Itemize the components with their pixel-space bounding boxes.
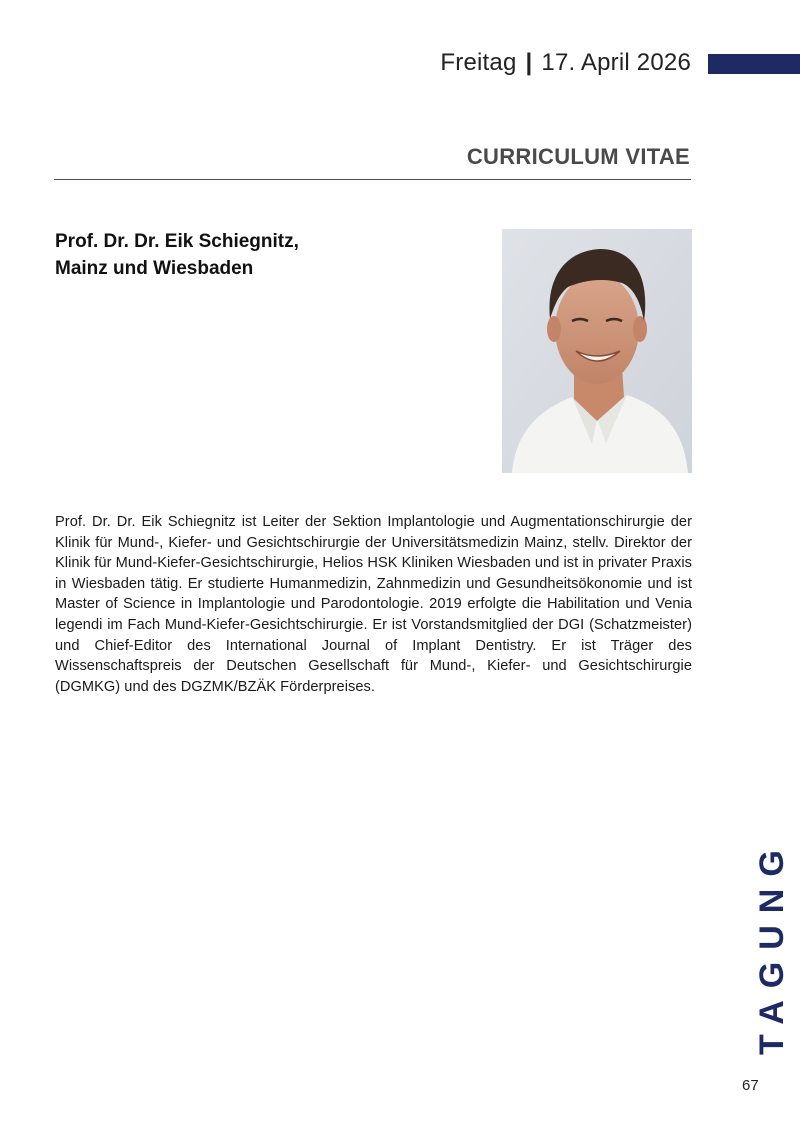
header-day: Freitag [440,49,517,76]
biography-text: Prof. Dr. Dr. Eik Schiegnitz ist Leiter der Sektion Implantologie und Augmentationschirurgie der Klinik für Mund-, Kiefer- und Gesichtschirurgie der Universitätsmedizin Mainz, stellv. Direktor der Klinik für Mund-Kiefer-Gesichtschirurgie, Helios HSK Kliniken Wiesbaden und ist in privater Praxis in Wiesbaden tätig. Er studierte Humanmedizin, Zahnmedizin und Gesundheitsökonomie und ist Master of Science in Implantologie und Parodontologie. 2019 erfolgte die Habilitation und Venia legendi im Fach Mund-Kiefer-Gesichtschirurgie. Er ist Vorstandsmitglied der DGI (Schatzmeister) und Chief-Editor des International Journal of Implant Dentistry. Er ist Träger des Wissenschaftspreis der Deutschen Gesellschaft für Mund-, Kiefer- und Gesichtschirurgie (DGMKG) und des DGZMK/BZÄK Förderpreises. [55,514,692,695]
page-number: 67 [742,1077,759,1094]
header-separator: | [525,49,533,76]
person-name: Prof. Dr. Dr. Eik Schiegnitz, [55,231,299,252]
person-name-block [55,228,299,282]
section-divider [54,179,691,180]
portrait-image-icon [502,229,692,473]
person-location: Mainz und Wiesbaden [55,258,254,279]
header-date-value: 17. April 2026 [541,49,691,76]
portrait-photo [502,229,692,473]
header-accent-bar [708,54,800,74]
section-title: CURRICULUM VITAE [466,144,690,169]
header-date [440,49,691,77]
sidebar-label-tagung: TAGUNG [753,838,791,1055]
